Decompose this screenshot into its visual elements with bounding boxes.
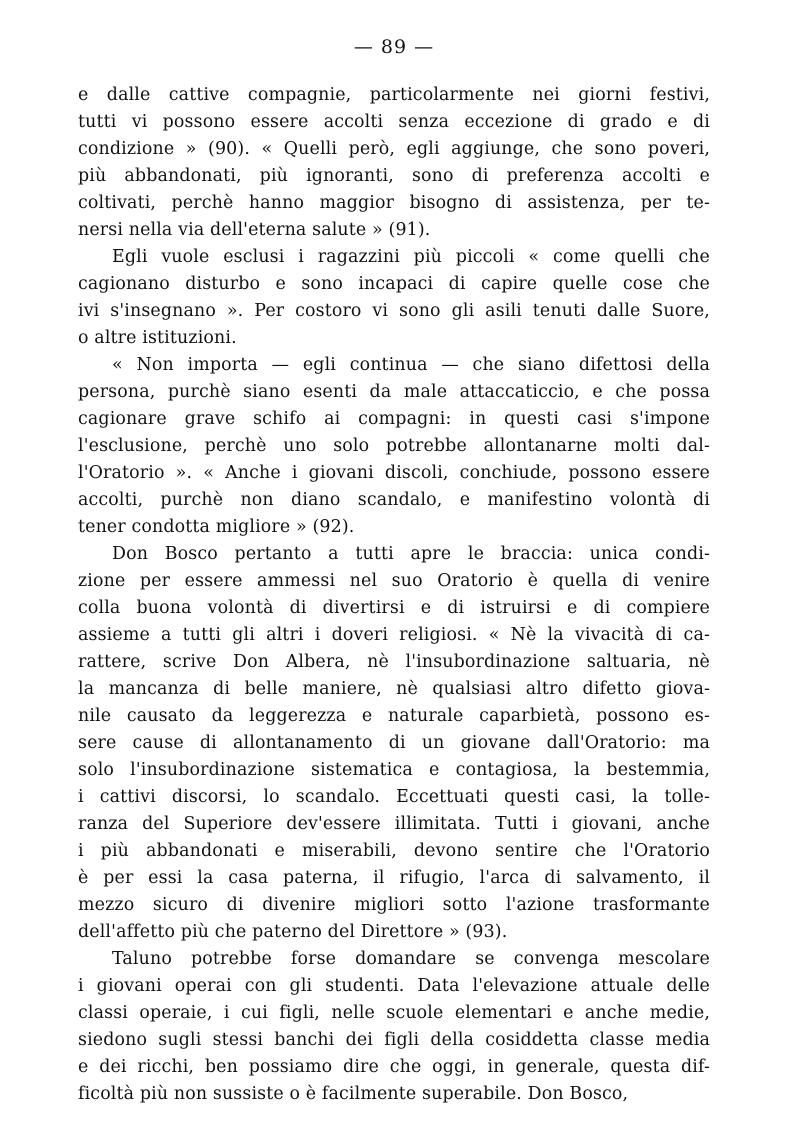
paragraph-p5: [78, 946, 710, 1108]
text-line: Egli vuole esclusi i ragazzini più piccoli « come quelli che: [112, 247, 710, 267]
text-line: accolti, purchè non diano scandalo, e manifestino volontà di: [78, 490, 710, 510]
text-line: sere cause di allontanamento di un giovane dall'Oratorio: ma: [78, 733, 710, 753]
text-line: coltivati, perchè hanno maggior bisogno di assistenza, per te-: [78, 193, 710, 213]
page-number: — 89 —: [353, 36, 435, 58]
text-line: mezzo sicuro di divenire migliori sotto l'azione trasformante: [78, 895, 710, 915]
paragraph-p4: [78, 541, 710, 946]
text-line: cagionano disturbo e sono incapaci di capire quelle cose che: [78, 274, 710, 294]
text-line: rattere, scrive Don Albera, nè l'insubordinazione saltuaria, nè: [78, 652, 710, 672]
text-line: classi operaie, i cui figli, nelle scuole elementari e anche medie,: [78, 1003, 710, 1023]
text-line: assieme a tutti gli altri i doveri religiosi. « Nè la vivacità di ca-: [78, 625, 710, 645]
text-line: condizione » (90). « Quelli però, egli aggiunge, che sono poveri,: [78, 139, 710, 159]
text-line: siedono sugli stessi banchi dei figli della cosiddetta classe media: [78, 1030, 710, 1050]
paragraph-p2: [78, 244, 710, 352]
text-line: Don Bosco pertanto a tutti apre le braccia: unica condi-: [112, 544, 710, 564]
text-line: i più abbandonati e miserabili, devono sentire che l'Oratorio: [78, 841, 710, 861]
text-line: e dei ricchi, ben possiamo dire che oggi, in generale, questa dif-: [78, 1057, 710, 1077]
text-line: persona, purchè siano esenti da male attaccaticcio, e che possa: [78, 382, 710, 402]
text-line: la mancanza di belle maniere, nè qualsiasi altro difetto giova-: [78, 679, 710, 699]
text-line: i cattivi discorsi, lo scandalo. Eccettuati questi casi, la tolle-: [78, 787, 710, 807]
text-line: l'esclusione, perchè uno solo potrebbe allontanarne molti dal-: [78, 436, 710, 456]
book-page: [78, 32, 710, 1108]
text-line: Taluno potrebbe forse domandare se convenga mescolare: [112, 949, 710, 969]
text-line: dell'affetto più che paterno del Direttore » (93).: [78, 922, 508, 942]
text-line: nersi nella via dell'eterna salute » (91).: [78, 220, 431, 240]
text-line: zione per essere ammessi nel suo Oratorio è quella di venire: [78, 571, 710, 591]
text-line: solo l'insubordinazione sistematica e contagiosa, la bestemmia,: [78, 760, 710, 780]
text-line: o altre istituzioni.: [78, 328, 237, 348]
text-line: tener condotta migliore » (92).: [78, 517, 355, 537]
body-text: [78, 82, 710, 1108]
text-line: cagionare grave schifo ai compagni: in questi casi s'impone: [78, 409, 710, 429]
text-line: i giovani operai con gli studenti. Data l'elevazione attuale delle: [78, 976, 710, 996]
text-line: « Non importa — egli continua — che siano difettosi della: [112, 355, 710, 375]
text-line: colla buona volontà di divertirsi e di istruirsi e di compiere: [78, 598, 710, 618]
text-line: ranza del Superiore dev'essere illimitata. Tutti i giovani, anche: [78, 814, 710, 834]
text-line: è per essi la casa paterna, il rifugio, l'arca di salvamento, il: [78, 868, 710, 888]
paragraph-p1: [78, 82, 710, 244]
text-line: più abbandonati, più ignoranti, sono di preferenza accolti e: [78, 166, 710, 186]
text-line: l'Oratorio ». « Anche i giovani discoli, conchiude, possono essere: [78, 463, 710, 483]
text-line: e dalle cattive compagnie, particolarmente nei giorni festivi,: [78, 85, 710, 105]
text-line: ivi s'insegnano ». Per costoro vi sono gli asili tenuti dalle Suore,: [78, 301, 710, 321]
text-line: ficoltà più non sussiste o è facilmente superabile. Don Bosco,: [78, 1084, 629, 1104]
text-line: nile causato da leggerezza e naturale caparbietà, possono es-: [78, 706, 710, 726]
paragraph-p3: [78, 352, 710, 541]
text-line: tutti vi possono essere accolti senza eccezione di grado e di: [78, 112, 710, 132]
